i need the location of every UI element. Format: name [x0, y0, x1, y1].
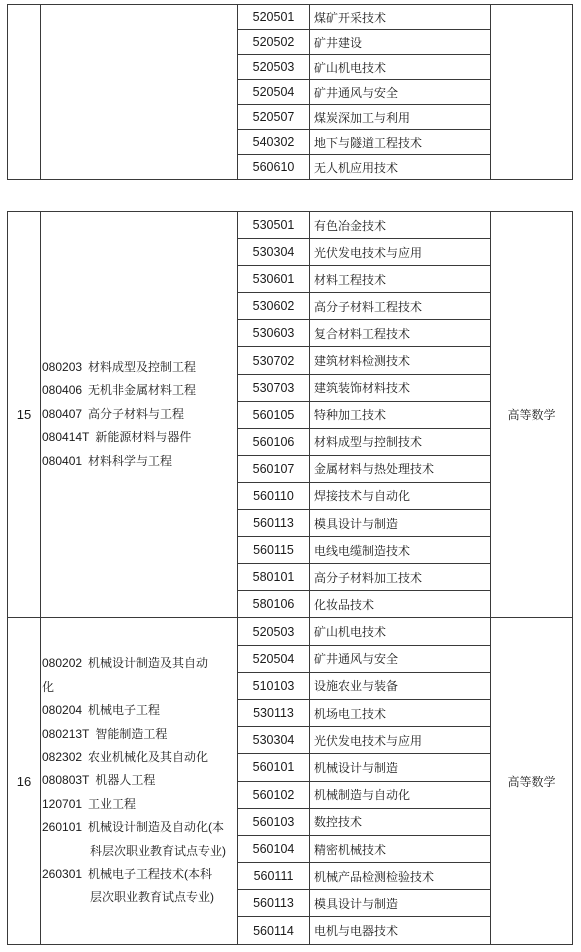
undergrad-name-continued: 层次职业教育试点专业) [90, 890, 214, 905]
undergrad-cell [41, 5, 238, 180]
vocational-name: 矿山机电技术 [310, 618, 491, 645]
vocational-code: 560114 [238, 917, 310, 944]
vocational-code: 560106 [238, 428, 310, 455]
vocational-code: 560107 [238, 455, 310, 482]
vocational-name: 金属材料与热处理技术 [310, 455, 491, 482]
vocational-code: 530702 [238, 347, 310, 374]
vocational-name: 电机与电器技术 [310, 917, 491, 944]
vocational-code: 520504 [238, 645, 310, 672]
vocational-code: 560102 [238, 781, 310, 808]
undergrad-name: 机械设计制造及其自动 [88, 656, 209, 671]
vocational-name: 建筑材料检测技术 [310, 347, 491, 374]
undergrad-major [42, 769, 237, 792]
vocational-code: 560101 [238, 754, 310, 781]
vocational-name: 机械产品检测检验技术 [310, 863, 491, 890]
undergrad-major [42, 746, 237, 769]
undergrad-name: 智能制造工程 [95, 726, 168, 741]
vocational-code: 560113 [238, 510, 310, 537]
vocational-code: 520502 [238, 30, 310, 55]
undergrad-name: 无机非金属材料工程 [88, 383, 197, 398]
vocational-name: 高分子材料加工技术 [310, 564, 491, 591]
vocational-code: 560104 [238, 835, 310, 862]
table-top-fragment [7, 4, 573, 180]
table-row [8, 212, 573, 239]
table-main [7, 211, 573, 945]
undergrad-major [42, 426, 237, 450]
undergrad-major [42, 863, 237, 886]
undergrad-code: 080203 [42, 359, 83, 374]
vocational-name: 矿井建设 [310, 30, 491, 55]
undergrad-name: 机械电子工程 [88, 703, 161, 718]
vocational-name: 矿井通风与安全 [310, 645, 491, 672]
undergrad-name-continued: 化 [42, 679, 55, 694]
subject-cell [491, 5, 573, 180]
vocational-name: 高分子材料工程技术 [310, 293, 491, 320]
undergrad-code: 120701 [42, 796, 83, 811]
undergrad-code: 080401 [42, 453, 83, 468]
vocational-name: 机械制造与自动化 [310, 781, 491, 808]
undergrad-code: 080803T [42, 773, 90, 788]
vocational-name: 化妆品技术 [310, 591, 491, 618]
vocational-name: 材料成型与控制技术 [310, 428, 491, 455]
vocational-code: 510103 [238, 672, 310, 699]
vocational-code: 520503 [238, 55, 310, 80]
undergrad-code: 080406 [42, 383, 83, 398]
group-index: 15 [8, 212, 41, 618]
vocational-code: 520503 [238, 618, 310, 645]
undergrad-major [42, 379, 237, 403]
exam-subject: 高等数学 [491, 618, 573, 944]
undergrad-code: 080407 [42, 406, 83, 421]
undergrad-name: 机械电子工程技术(本科 [88, 866, 213, 881]
vocational-code: 580106 [238, 591, 310, 618]
vocational-name: 焊接技术与自动化 [310, 482, 491, 509]
undergrad-name: 材料成型及控制工程 [88, 359, 197, 374]
vocational-name: 地下与隧道工程技术 [310, 130, 491, 155]
undergrad-name: 材料科学与工程 [88, 453, 173, 468]
undergrad-major [42, 403, 237, 427]
vocational-code: 560111 [238, 863, 310, 890]
vocational-name: 机械设计与制造 [310, 754, 491, 781]
undergrad-name: 机器人工程 [95, 773, 156, 788]
undergrad-code: 080202 [42, 656, 83, 671]
vocational-code: 530304 [238, 239, 310, 266]
vocational-name: 建筑装饰材料技术 [310, 374, 491, 401]
vocational-name: 模具设计与制造 [310, 890, 491, 917]
vocational-code: 560115 [238, 537, 310, 564]
vocational-code: 530602 [238, 293, 310, 320]
undergrad-name: 农业机械化及其自动化 [88, 749, 209, 764]
vocational-name: 机场电工技术 [310, 699, 491, 726]
undergrad-majors-cell [41, 212, 238, 618]
undergrad-name-continued: 科层次职业教育试点专业) [90, 843, 226, 858]
vocational-code: 530304 [238, 727, 310, 754]
exam-subject: 高等数学 [491, 212, 573, 618]
vocational-name: 矿井通风与安全 [310, 80, 491, 105]
group-index: 16 [8, 618, 41, 944]
vocational-code: 580101 [238, 564, 310, 591]
undergrad-code: 082302 [42, 749, 83, 764]
vocational-code: 560113 [238, 890, 310, 917]
undergrad-major [42, 723, 237, 746]
vocational-code: 520504 [238, 80, 310, 105]
table-row [8, 618, 573, 645]
vocational-name: 煤矿开采技术 [310, 5, 491, 30]
undergrad-name: 新能源材料与器件 [95, 430, 192, 445]
undergrad-code: 260301 [42, 866, 83, 881]
vocational-code: 560105 [238, 401, 310, 428]
vocational-name: 复合材料工程技术 [310, 320, 491, 347]
undergrad-major [42, 356, 237, 380]
undergrad-code: 080204 [42, 703, 83, 718]
undergrad-name: 高分子材料与工程 [88, 406, 185, 421]
undergrad-name: 工业工程 [88, 796, 137, 811]
undergrad-code: 080414T [42, 430, 90, 445]
vocational-code: 530601 [238, 266, 310, 293]
undergrad-major [42, 652, 237, 675]
undergrad-name: 机械设计制造及自动化(本 [88, 820, 225, 835]
undergrad-major [42, 450, 237, 474]
vocational-name: 电线电缆制造技术 [310, 537, 491, 564]
vocational-code: 520501 [238, 5, 310, 30]
table-row [8, 5, 573, 30]
vocational-code: 530113 [238, 699, 310, 726]
vocational-name: 精密机械技术 [310, 835, 491, 862]
vocational-name: 设施农业与装备 [310, 672, 491, 699]
undergrad-major [42, 793, 237, 816]
vocational-name: 材料工程技术 [310, 266, 491, 293]
vocational-code: 530603 [238, 320, 310, 347]
index-cell [8, 5, 41, 180]
vocational-code: 520507 [238, 105, 310, 130]
vocational-name: 光伏发电技术与应用 [310, 239, 491, 266]
vocational-name: 光伏发电技术与应用 [310, 727, 491, 754]
vocational-code: 560610 [238, 155, 310, 180]
vocational-name: 数控技术 [310, 808, 491, 835]
undergrad-major [42, 699, 237, 722]
vocational-code: 560110 [238, 482, 310, 509]
vocational-name: 矿山机电技术 [310, 55, 491, 80]
vocational-name: 特种加工技术 [310, 401, 491, 428]
vocational-name: 模具设计与制造 [310, 510, 491, 537]
undergrad-majors-cell [41, 618, 238, 944]
vocational-code: 540302 [238, 130, 310, 155]
vocational-name: 有色冶金技术 [310, 212, 491, 239]
vocational-name: 煤炭深加工与利用 [310, 105, 491, 130]
vocational-name: 无人机应用技术 [310, 155, 491, 180]
undergrad-major [42, 816, 237, 839]
vocational-code: 530703 [238, 374, 310, 401]
undergrad-code: 080213T [42, 726, 90, 741]
undergrad-code: 260101 [42, 820, 83, 835]
vocational-code: 530501 [238, 212, 310, 239]
vocational-code: 560103 [238, 808, 310, 835]
